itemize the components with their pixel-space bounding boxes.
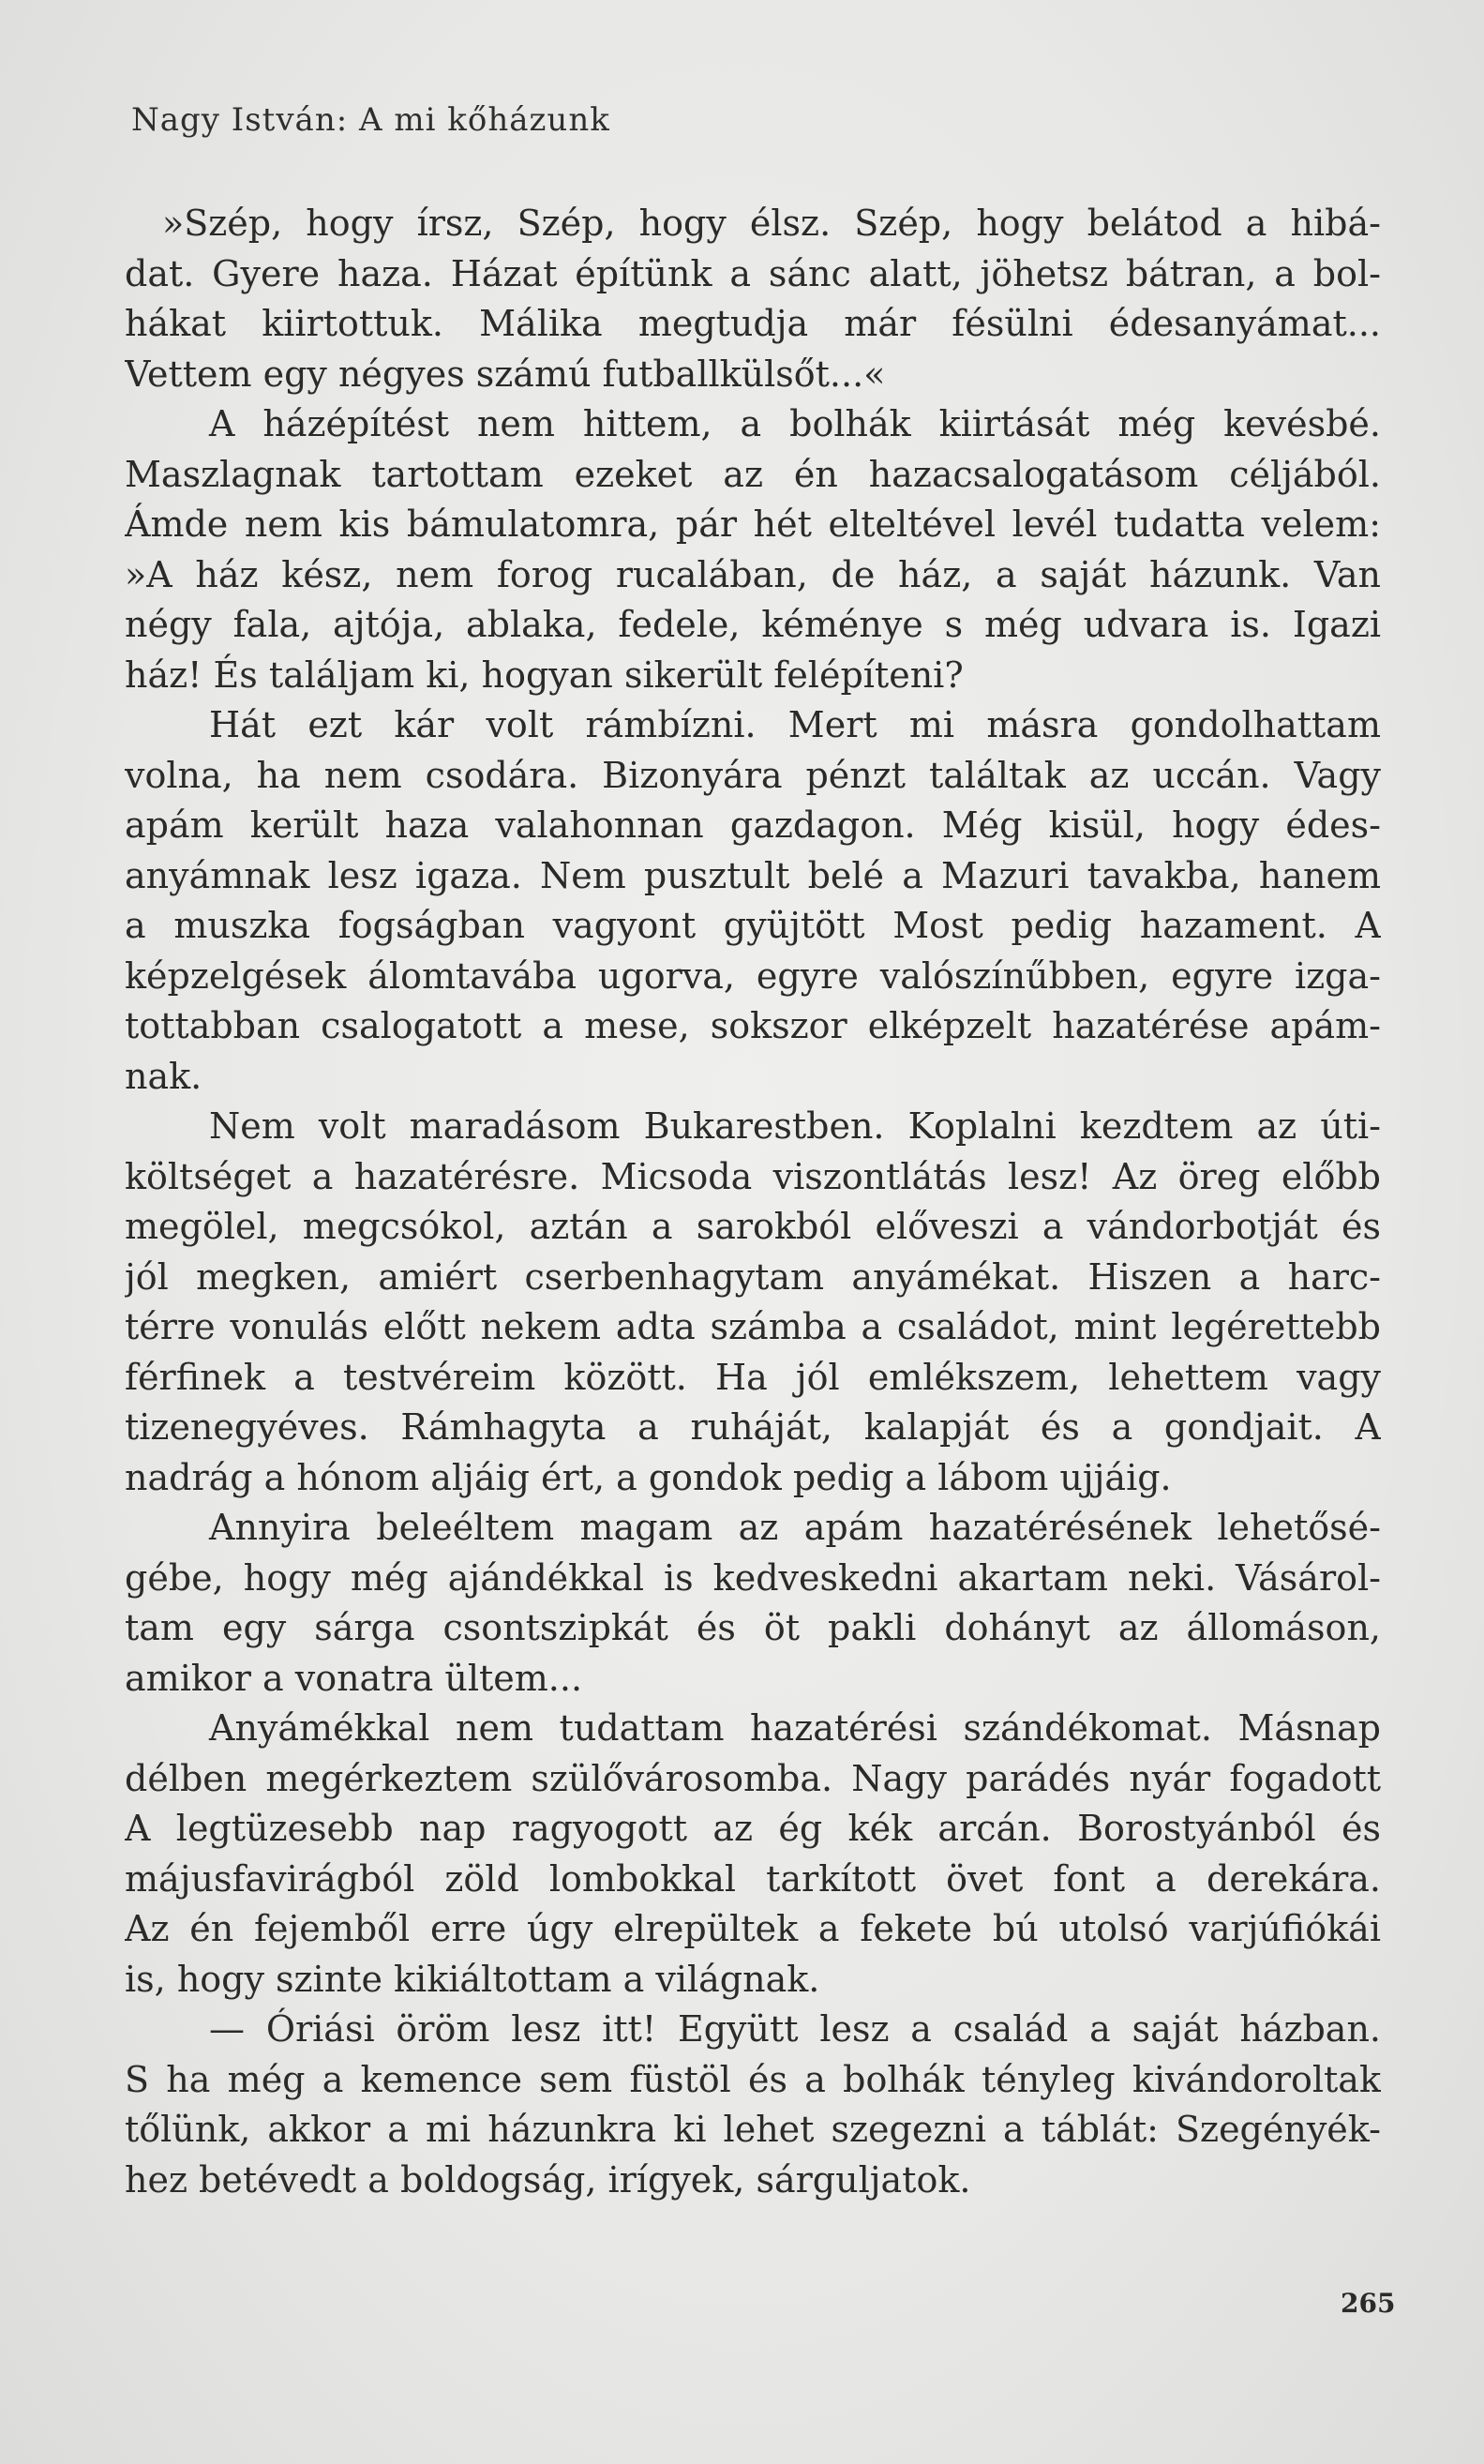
text-line: Annyira beleéltem magam az apám hazatérésének lehetősé- xyxy=(209,1507,1381,1548)
text-line: tizenegyéves. Rámhagyta a ruháját, kalapját és a gondjait. A xyxy=(125,1406,1381,1448)
text-line: hez betévedt a boldogság, irígyek, sárguljatok. xyxy=(125,2158,971,2201)
text-line: tottabban csalogatott a mese, sokszor elképzelt hazatérése apám- xyxy=(125,1005,1381,1046)
text-line: délben megérkeztem szülővárosomba. Nagy parádés nyár fogadott xyxy=(125,1757,1381,1799)
text-line: dat. Gyere haza. Házat építünk a sánc alatt, jöhetsz bátran, a bol- xyxy=(125,252,1381,294)
text-line: Anyámékkal nem tudattam hazatérési szándékomat. Másnap xyxy=(209,1707,1381,1749)
text-line: apám került haza valahonnan gazdagon. Még kisül, hogy édes- xyxy=(125,804,1381,846)
text-line: nadrág a hónom aljáig ért, a gondok pedig a lábom ujjáig. xyxy=(125,1456,1172,1498)
text-line: ház! És találjam ki, hogyan sikerült felépíteni? xyxy=(125,654,964,696)
text-line: májusfavirágból zöld lombokkal tarkított övet font a derekára. xyxy=(125,1857,1381,1900)
text-line: — Óriási öröm lesz itt! Együtt lesz a család a saját házban. xyxy=(209,2008,1381,2050)
text-line: Az én fejemből erre úgy elrepültek a fekete bú utolsó varjúfiókái xyxy=(125,1908,1381,1949)
text-line: Hát ezt kár volt rámbízni. Mert mi másra gondolhattam xyxy=(209,704,1381,745)
text-line: A házépítést nem hittem, a bolhák kiirtását még kevésbé. xyxy=(209,403,1381,444)
text-line: »A ház kész, nem forog rucalában, de ház, a saját házunk. Van xyxy=(125,553,1381,595)
body-text xyxy=(125,199,1381,2205)
text-line: a muszka fogságban vagyont gyüjtött Most pedig hazament. A xyxy=(125,905,1381,946)
text-line: Maszlagnak tartottam ezeket az én hazacsalogatásom céljából. xyxy=(125,453,1381,495)
text-line: megölel, megcsókol, aztán a sarokból előveszi a vándorbotját és xyxy=(125,1206,1381,1247)
text-line: hákat kiirtottuk. Málika megtudja már fésülni édesanyámat... xyxy=(125,303,1381,344)
text-line: térre vonulás előtt nekem adta számba a családot, mint legérettebb xyxy=(125,1306,1381,1347)
text-line: férfinek a testvéreim között. Ha jól emlékszem, lehettem vagy xyxy=(125,1356,1381,1398)
text-line: is, hogy szinte kikiáltottam a világnak. xyxy=(125,1958,820,2000)
text-line: tam egy sárga csontszipkát és öt pakli dohányt az állomáson, xyxy=(125,1607,1381,1648)
text-line: A legtüzesebb nap ragyogott az ég kék arcán. Borostyánból és xyxy=(125,1808,1381,1849)
page-number: 265 xyxy=(1341,2288,1396,2319)
text-line: Vettem egy négyes számú futballkülsőt...« xyxy=(125,353,886,395)
text-line: gébe, hogy még ajándékkal is kedveskedni akartam neki. Vásárol- xyxy=(125,1556,1381,1599)
text-line: Ámde nem kis bámulatomra, pár hét elteltével levél tudatta velem: xyxy=(125,503,1381,545)
text-line: Nem volt maradásom Bukarestben. Koplalni kezdtem az úti- xyxy=(209,1105,1381,1147)
text-line: költséget a hazatérésre. Micsoda viszontlátás lesz! Az öreg előbb xyxy=(125,1155,1381,1197)
text-line: amikor a vonatra ültem... xyxy=(125,1657,583,1699)
text-line: anyámnak lesz igaza. Nem pusztult belé a Mazuri tavakba, hanem xyxy=(125,854,1381,896)
text-line: S ha még a kemence sem füstöl és a bolhák tényleg kivándoroltak xyxy=(125,2058,1381,2100)
text-line: »Szép, hogy írsz, Szép, hogy élsz. Szép, hogy belátod a hibá- xyxy=(162,203,1381,244)
text-line: négy fala, ajtója, ablaka, fedele, kéménye s még udvara is. Igazi xyxy=(125,604,1381,645)
text-line: volna, ha nem csodára. Bizonyára pénzt találtak az uccán. Vagy xyxy=(125,754,1381,796)
text-line: nak. xyxy=(125,1055,202,1097)
text-line: tőlünk, akkor a mi házunkra ki lehet szegezni a táblát: Szegényék- xyxy=(125,2109,1381,2150)
running-head: Nagy István: A mi kőházunk xyxy=(131,101,610,139)
text-line: képzelgések álomtavába ugorva, egyre valószínűbben, egyre izga- xyxy=(125,954,1381,997)
text-line: jól megken, amiért cserbenhagytam anyámékat. Hiszen a harc- xyxy=(125,1255,1381,1298)
